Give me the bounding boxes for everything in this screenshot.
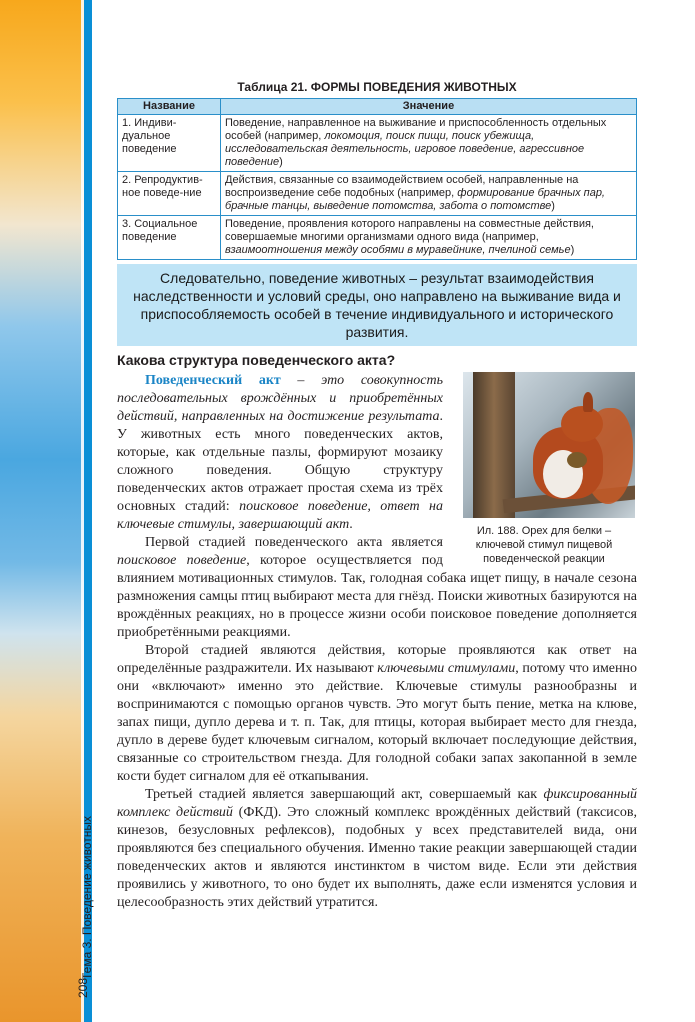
- paragraph-3: [117, 642, 637, 786]
- meaning-examples: взаимоотношения между особями в муравейнике, пчелиной семье: [225, 244, 571, 256]
- page-number: 208: [76, 977, 90, 998]
- stages: поисковое поведение, ответ на ключевые стимулы, завершающий акт: [117, 499, 443, 532]
- row-meaning: [221, 216, 637, 260]
- meaning-examples: формирование брачных пар, брачные танцы, выведение потомства, забота о потомстве: [225, 187, 605, 212]
- meaning-text: Поведение, проявления которого направлены на совместные действия, совершаемые многими организмами одного вида (например,: [225, 218, 594, 243]
- text: . У животных есть много поведенческих актов, которые, как отдельные пазлы, формируют мозаику сложного поведения. Общую структуру поведенческих актов отражает простая схема из трёх основных стадий:: [117, 409, 443, 514]
- squirrel-ear: [583, 392, 593, 412]
- text: Второй стадией являются действия, которые проявляются как ответ на определённые раздражители. Их называют: [117, 643, 637, 676]
- meaning-examples: локомоция, поиск пищи, поиск убежища, исследовательская деятельность, игровое поведение, агрессивное поведение: [225, 130, 585, 168]
- tree-trunk: [473, 372, 515, 518]
- figure-squirrel: [451, 372, 637, 566]
- term-key-stimuli: ключевыми стимулами: [377, 661, 516, 676]
- topic-label: Тема 3. Поведение животных: [80, 815, 94, 980]
- table-row: [118, 216, 637, 260]
- term-behavior-act: Поведенческий акт: [145, 373, 281, 388]
- figure-caption: Ил. 188. Орех для белки – ключевой стимул пищевой поведенческой реакции: [475, 525, 613, 565]
- text: , потому что именно они «включают» именно это действие. Ключевые стимулы разнообразны и воспринимаются с помощью органов чувств. Это могут быть пение, метка на клюве, запах пищи, дупло дерева и т. п. Так, для птицы, которая выбирает место для гнезда, дупло в дереве будет ключевым сигналом, который включает последующие действия, связанные со строительством гнезда. Для голодной собаки запах закопанной в земле кости будет сигналом для её откапывания.: [117, 661, 638, 784]
- header-name: Название: [118, 99, 221, 115]
- section-title: Какова структура поведенческого акта?: [117, 352, 396, 368]
- text: (ФКД). Это сложный комплекс врождённых действий (таксисов, кинезов, безусловных рефлексов), подобных у всех представителей вида, они проявляются без специального обучения. Именно такие реакции завершающей стадии поведенческих актов и являются инстинктом в чистом виде. Если эти действия проявились у животного, то оно будет их выполнять, даже если изменятся условия и целесообразность этих действий утратится.: [117, 805, 637, 910]
- decorative-sidebar: [0, 0, 92, 1022]
- text: Первой стадией поведенческого акта является: [145, 535, 443, 550]
- table-header-row: [118, 99, 637, 115]
- text: Третьей стадией является завершающий акт, совершаемый как: [145, 787, 544, 802]
- table-row: [118, 115, 637, 172]
- summary-box: Следовательно, поведение животных – результат взаимодействия наследственности и условий среды, оно направлено на выживание вида и приспособляемость особей в течение индивидуального и исторического развития.: [117, 264, 637, 346]
- table-row: [118, 172, 637, 216]
- meaning-text: Действия, связанные со взаимодействием особей, направленные на воспроизведение себе подобных (например,: [225, 174, 579, 199]
- squirrel-photo: [463, 372, 635, 518]
- table-title: Таблица 21. ФОРМЫ ПОВЕДЕНИЯ ЖИВОТНЫХ: [237, 80, 517, 94]
- definition: – это совокупность последовательных врождённых и приобретённых действий, направленных на достижение результата: [117, 373, 443, 424]
- meaning-text: Поведение, направленное на выживание и приспособленность отдельных особей (например,: [225, 117, 607, 142]
- row-meaning: [221, 172, 637, 216]
- paragraph-4: [117, 786, 637, 912]
- page-content: [117, 80, 637, 912]
- term-search-behavior: поисковое поведение: [117, 553, 247, 568]
- nut: [567, 452, 587, 468]
- meaning-end: ): [570, 244, 575, 256]
- row-name: 3. Социальное поведение: [118, 216, 221, 260]
- term-fixed-action-pattern: фиксированный комплекс действий: [117, 787, 637, 820]
- squirrel-head: [561, 406, 603, 442]
- meaning-end: ): [279, 156, 283, 168]
- row-name: 1. Индиви-дуальное поведение: [118, 115, 221, 172]
- header-meaning: Значение: [221, 99, 637, 115]
- row-name: 2. Репродуктив-ное поведе-ние: [118, 172, 221, 216]
- row-meaning: [221, 115, 637, 172]
- text: .: [349, 517, 353, 532]
- meaning-end: ): [551, 200, 555, 212]
- text: , которое осуществляется под влиянием мотивационных стимулов. Так, голодная собака ищет пищу, в начале сезона размножения самцы птиц выбирают места для гнёзд. Поиски животных базируются на врождённых реакциях, но в процессе жизни особи поисковое поведение дополняется приобретёнными реакциями.: [117, 553, 637, 640]
- behavior-forms-table: [117, 98, 637, 260]
